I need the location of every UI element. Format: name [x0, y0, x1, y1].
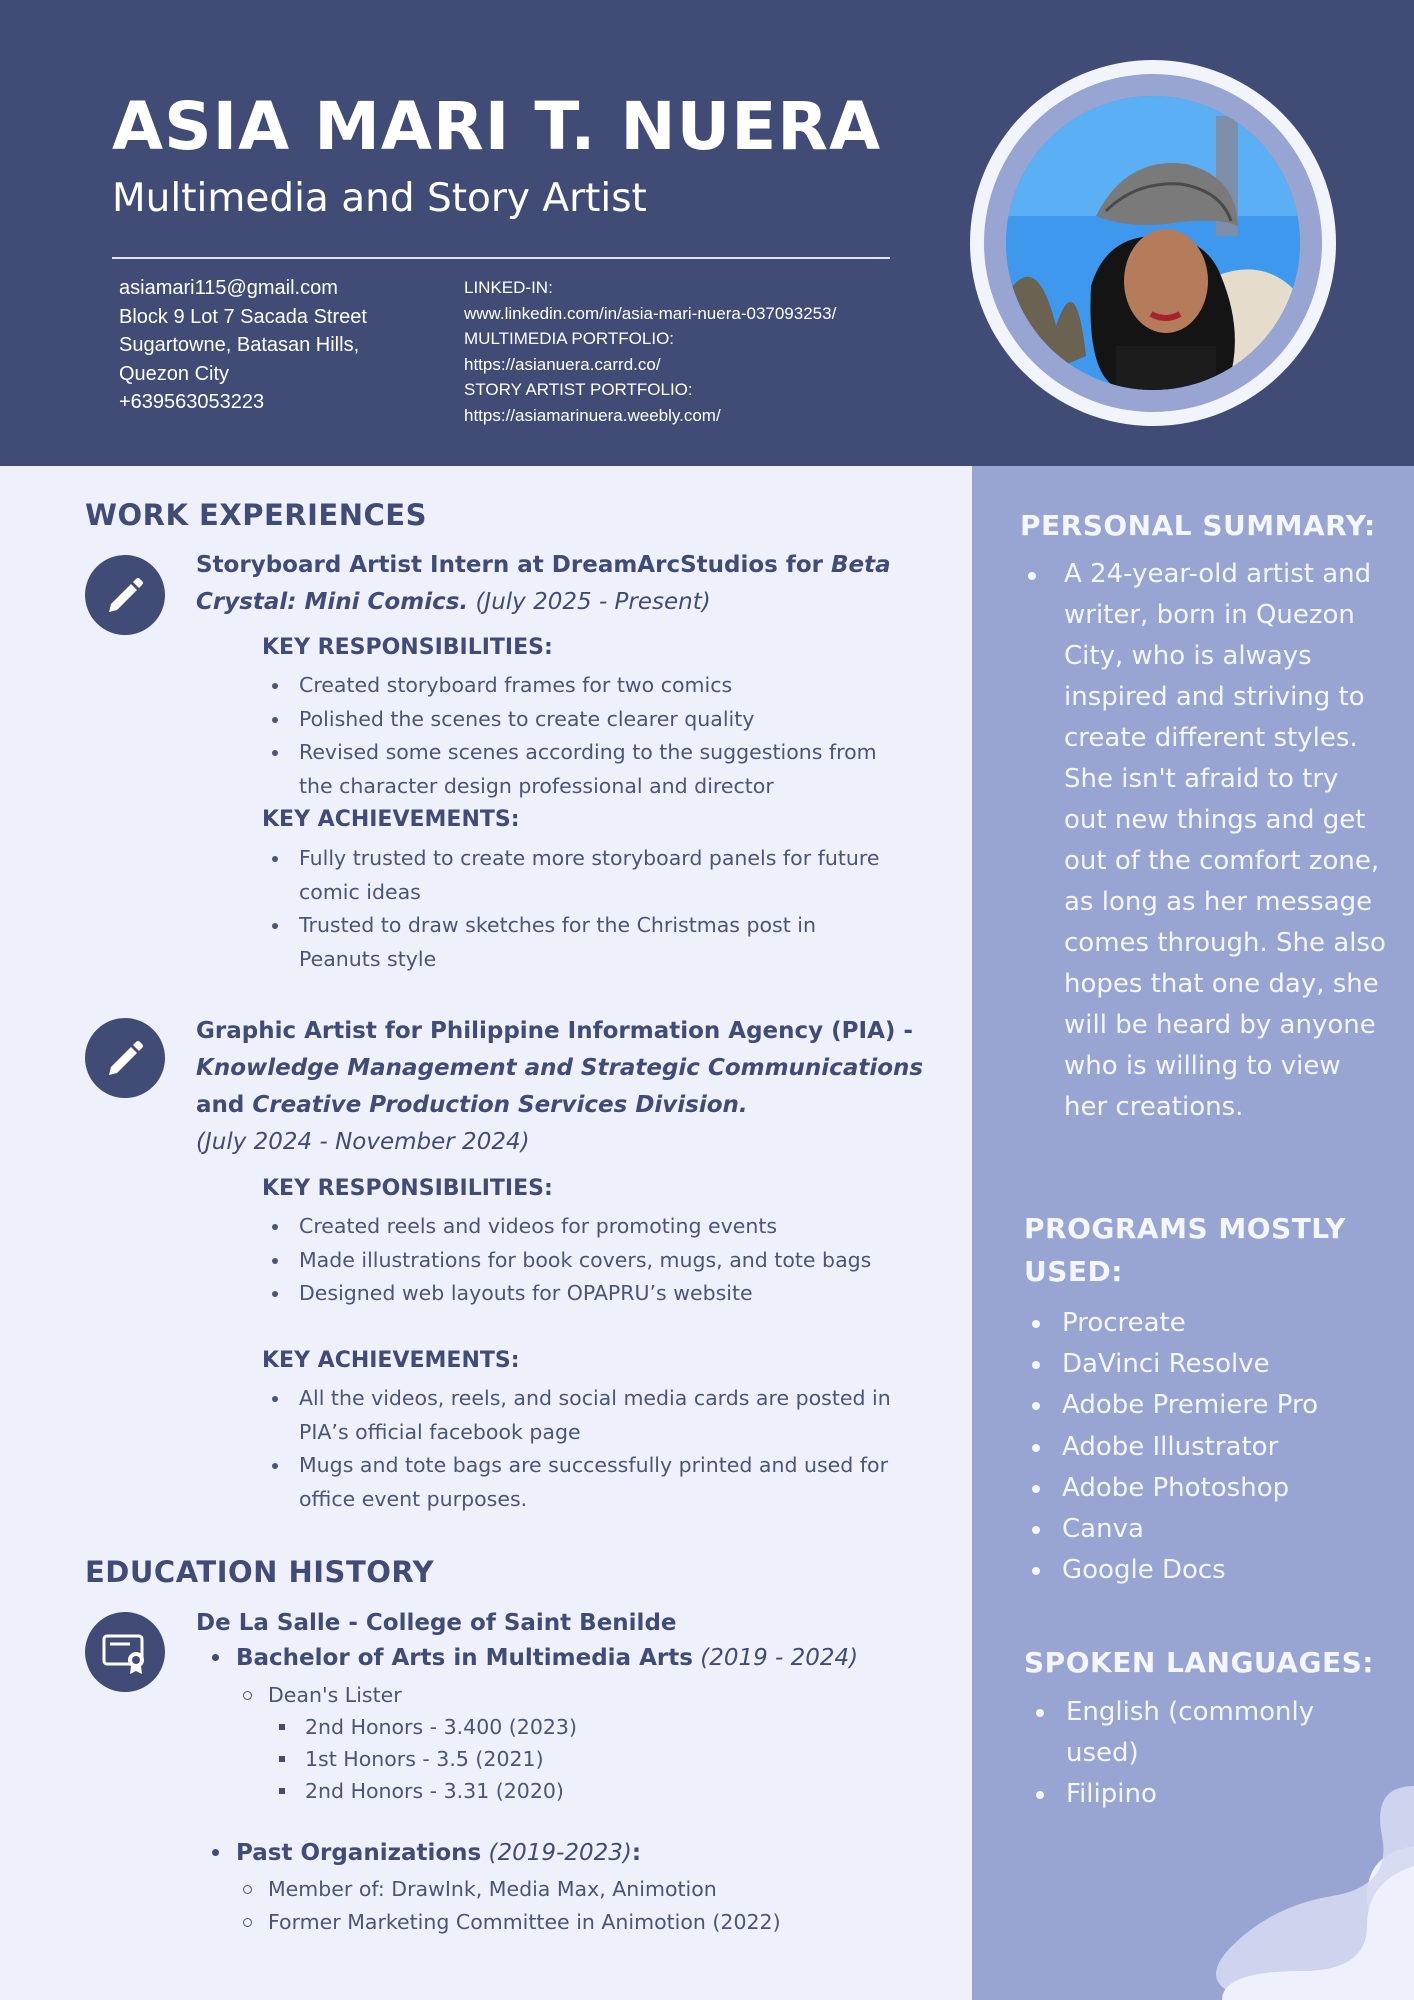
summary-text: A 24-year-old artist and writer, born in Quezon City, who is always inspired and striving to create different styles. She isn't afraid to try out new things and get out of the comfort zone, as long as her message comes through. She also hopes that one day, she will be heard by anyone who is willing to view her creations. [1026, 554, 1386, 1128]
job-1-date: (July 2025 - Present) [468, 589, 711, 615]
list-item: Polished the scenes to create clearer quality [263, 703, 903, 737]
contact-info [119, 274, 367, 417]
address-line-1: Block 9 Lot 7 Sacada Street [119, 305, 367, 328]
programs-heading: PROGRAMS MOSTLY USED: [1024, 1212, 1347, 1288]
work-experiences-heading: WORK EXPERIENCES [85, 498, 427, 532]
pencil-icon [85, 1018, 165, 1098]
job-2-achievements-heading: KEY ACHIEVEMENTS: [262, 1348, 520, 1373]
resume-header [0, 0, 1414, 466]
degree [236, 1641, 858, 1675]
deans-list: Dean's Lister [268, 1679, 402, 1711]
school-name: De La Salle - College of Saint Benilde [196, 1610, 677, 1636]
multimedia-portfolio-label: MULTIMEDIA PORTFOLIO: [464, 329, 675, 348]
job-2-achievements [263, 1382, 923, 1516]
job-2-division-1: Knowledge Management and Strategic Communications [196, 1055, 924, 1081]
list-item: Fully trusted to create more storyboard panels for future comic ideas [263, 842, 883, 909]
honor-item: 2nd Honors - 3.31 (2020) [305, 1775, 564, 1807]
program-item: DaVinci Resolve [1032, 1344, 1318, 1385]
job-1-responsibilities-heading: KEY RESPONSIBILITIES: [262, 635, 553, 660]
certificate-icon [85, 1612, 165, 1692]
full-name: ASIA MARI T. NUERA [112, 88, 882, 165]
list-item: Mugs and tote bags are successfully printed and used for office event purposes. [263, 1449, 923, 1516]
orgs-label: Past Organizations [236, 1840, 482, 1866]
list-item: Made illustrations for book covers, mugs, and tote bags [263, 1244, 883, 1278]
portfolio-links [464, 275, 836, 428]
summary-list [1026, 554, 1386, 1128]
job-1-achievements [263, 842, 883, 976]
list-item: Created reels and videos for promoting events [263, 1210, 883, 1244]
story-portfolio-label: STORY ARTIST PORTFOLIO: [464, 380, 693, 399]
job-1-responsibilities [263, 669, 903, 803]
job-2-title [196, 1013, 926, 1124]
job-2-responsibilities [263, 1210, 883, 1311]
sidebar [972, 466, 1414, 2000]
program-item: Google Docs [1032, 1550, 1318, 1591]
job-2-responsibilities-heading: KEY RESPONSIBILITIES: [262, 1176, 553, 1201]
language-item: English (commonly used) [1036, 1692, 1356, 1774]
phone: +639563053223 [119, 391, 265, 413]
profile-photo [1006, 96, 1300, 390]
profile-photo-frame [970, 60, 1336, 426]
email[interactable]: asiamari115@gmail.com [119, 277, 338, 299]
degree-name: Bachelor of Arts in Multimedia Arts [236, 1645, 693, 1671]
past-organizations [236, 1836, 641, 1870]
multimedia-portfolio-link[interactable]: https://asianuera.carrd.co/ [464, 354, 661, 374]
job-2-and: and [196, 1092, 253, 1118]
decorative-waves [972, 1766, 1414, 2000]
program-item: Procreate [1032, 1303, 1318, 1344]
job-role: Multimedia and Story Artist [112, 176, 647, 221]
job-1-role: Storyboard Artist Intern at DreamArcStudios for [196, 552, 832, 578]
program-item: Adobe Illustrator [1032, 1427, 1318, 1468]
job-2-division-2: Creative Production Services Division. [252, 1092, 748, 1118]
languages-heading: SPOKEN LANGUAGES: [1024, 1646, 1374, 1679]
honor-item: 2nd Honors - 3.400 (2023) [305, 1711, 577, 1743]
pencil-icon [85, 555, 165, 635]
job-1-title [196, 547, 896, 621]
list-item: Created storyboard frames for two comics [263, 669, 903, 703]
linkedin-link[interactable]: www.linkedin.com/in/asia-mari-nuera-037093253/ [464, 303, 837, 323]
honor-item: 1st Honors - 3.5 (2021) [305, 1743, 544, 1775]
language-item: Filipino [1036, 1774, 1356, 1815]
org-item: Member of: DrawInk, Media Max, Animotion [268, 1873, 717, 1905]
address-line-3: Quezon City [119, 362, 230, 385]
address-line-2: Sugartowne, Batasan Hills, [119, 334, 360, 356]
job-1-project: Beta Crystal: Mini Comics. [196, 552, 891, 615]
degree-date: (2019 - 2024) [692, 1645, 859, 1671]
job-1-achievements-heading: KEY ACHIEVEMENTS: [262, 807, 520, 832]
orgs-date: (2019-2023) [481, 1840, 632, 1866]
header-divider [112, 257, 890, 259]
education-heading: EDUCATION HISTORY [85, 1555, 435, 1589]
summary-heading: PERSONAL SUMMARY: [1020, 509, 1376, 542]
orgs-colon: : [631, 1840, 642, 1866]
list-item: Trusted to draw sketches for the Christmas post in Peanuts style [263, 909, 883, 976]
org-item: Former Marketing Committee in Animotion (2022) [268, 1906, 781, 1938]
list-item: All the videos, reels, and social media cards are posted in PIA’s official facebook page [263, 1382, 923, 1449]
linkedin-label: LINKED-IN: [464, 278, 553, 297]
programs-list [1032, 1303, 1318, 1591]
job-2-role: Graphic Artist for Philippine Information Agency (PIA) - [196, 1018, 913, 1044]
profile-photo-ring [984, 74, 1322, 412]
list-item: Revised some scenes according to the suggestions from the character design professional and director [263, 736, 903, 803]
story-portfolio-link[interactable]: https://asiamarinuera.weebly.com/ [464, 405, 721, 425]
program-item: Adobe Premiere Pro [1032, 1385, 1318, 1426]
program-item: Adobe Photoshop [1032, 1468, 1318, 1509]
program-item: Canva [1032, 1509, 1318, 1550]
list-item: Designed web layouts for OPAPRU’s website [263, 1277, 883, 1311]
job-2-date: (July 2024 - November 2024) [196, 1129, 530, 1155]
